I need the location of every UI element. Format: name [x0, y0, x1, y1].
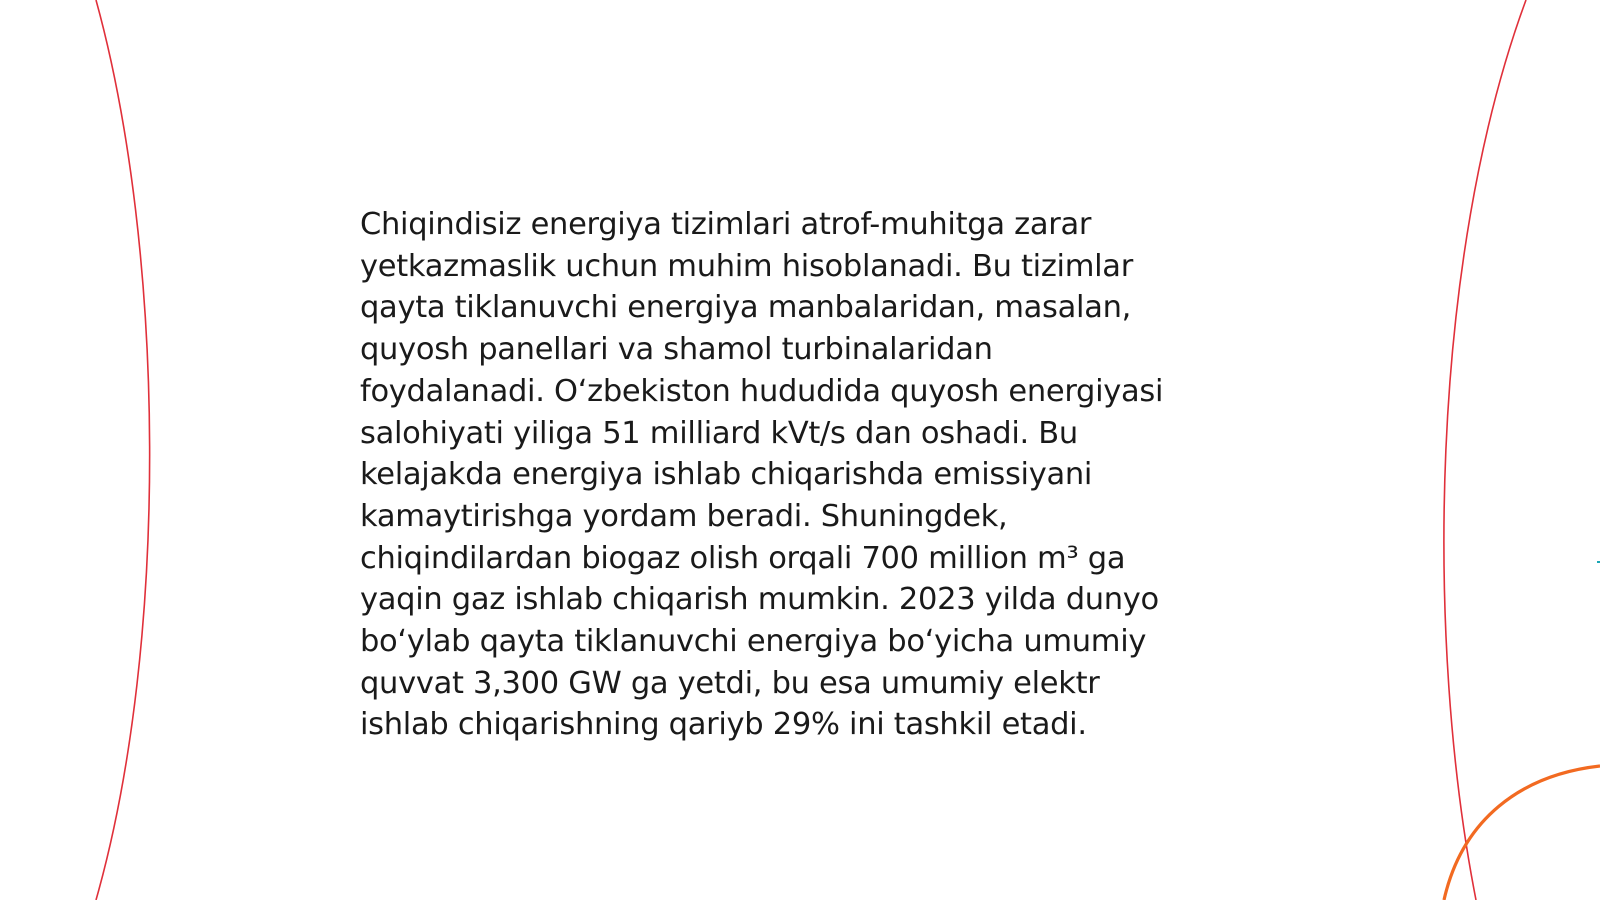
paragraph-line: yaqin gaz ishlab chiqarish mumkin. 2023 yilda dunyo	[360, 582, 1159, 618]
body-paragraph	[360, 204, 1240, 746]
paragraph-line: quyosh panellari va shamol turbinalaridan	[360, 332, 993, 368]
paragraph-line: kamaytirishga yordam beradi. Shuningdek,	[360, 498, 1008, 534]
paragraph-line: kelajakda energiya ishlab chiqarishda emissiyani	[360, 457, 1093, 493]
orange-arc	[1444, 766, 1600, 900]
paragraph-line: foydalanadi. O‘zbekiston hududida quyosh energiyasi	[360, 373, 1164, 409]
left-red-curve	[96, 0, 150, 900]
paragraph-line: bo‘ylab qayta tiklanuvchi energiya bo‘yicha umumiy	[360, 624, 1147, 660]
paragraph-line: chiqindilardan biogaz olish orqali 700 million m³ ga	[360, 540, 1126, 576]
paragraph-line: Chiqindisiz energiya tizimlari atrof-muhitga zarar	[360, 207, 1092, 242]
paragraph-line: yetkazmaslik uchun muhim hisoblanadi. Bu tizimlar	[360, 248, 1133, 284]
right-red-curve	[1444, 0, 1526, 900]
paragraph-line: quvvat 3,300 GW ga yetdi, bu esa umumiy elektr	[360, 665, 1100, 701]
paragraph-line: ishlab chiqarishning qariyb 29% ini tashkil etadi.	[360, 707, 1087, 743]
paragraph-line: qayta tiklanuvchi energiya manbalaridan, masalan,	[360, 290, 1132, 326]
paragraph-line: salohiyati yiliga 51 milliard kVt/s dan oshadi. Bu	[360, 415, 1078, 451]
